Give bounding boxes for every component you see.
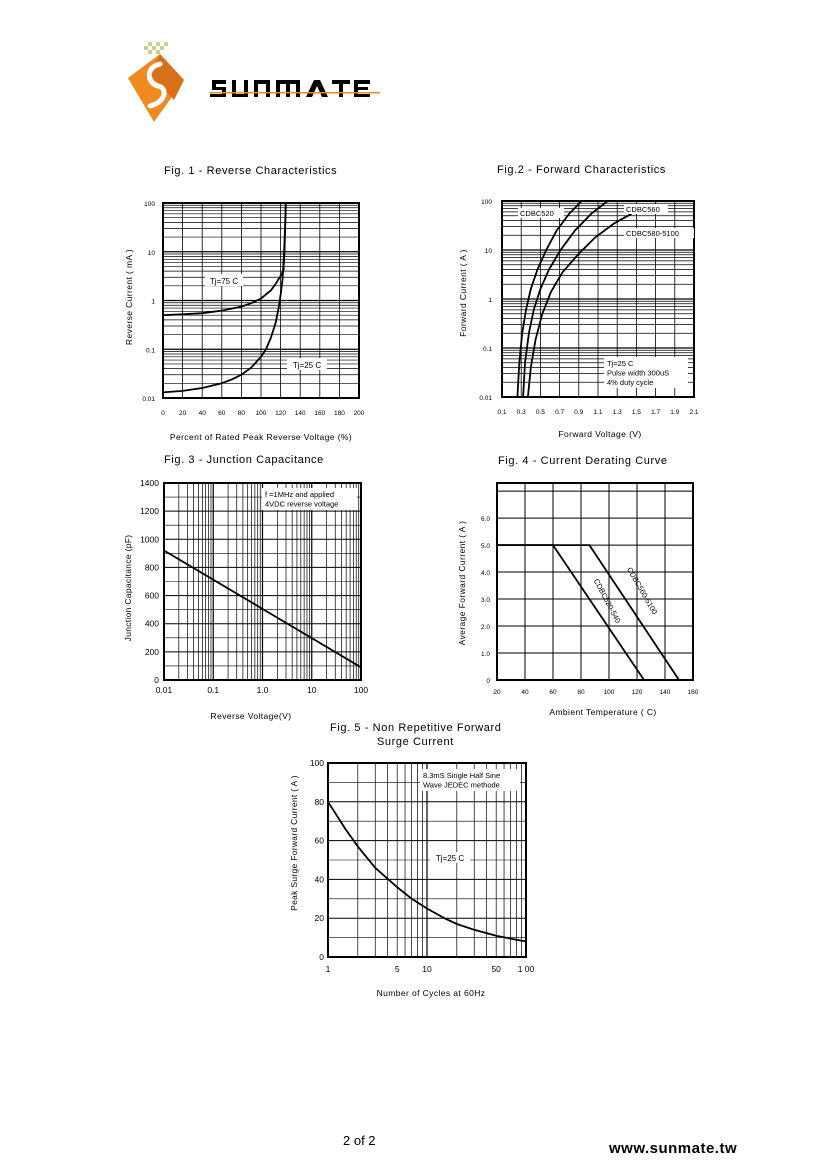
fig4-x-tick-label: 100 <box>603 689 615 696</box>
fig4-series-1 <box>497 545 644 680</box>
fig2-title: Fig.2 - Forward Characteristics <box>497 164 666 176</box>
fig5-x-tick-label: 1 00 <box>517 964 535 974</box>
fig4-x-tick-label: 140 <box>659 689 671 696</box>
fig1-x-tick-label: 140 <box>294 410 306 417</box>
fig1-series-label-1: Tj=75 C <box>209 277 239 286</box>
fig4-y-tick-label: 4.0 <box>480 570 490 578</box>
fig5-y-tick-label: 60 <box>314 835 324 846</box>
fig2-y-tick-label: 100 <box>481 199 492 206</box>
fig4-y-tick-label: 0 <box>486 678 490 685</box>
fig5-y-axis-label: Peak Surge Forward Current ( A ) <box>289 775 299 911</box>
fig4-y-tick-label: 3.0 <box>480 597 490 605</box>
fig1-x-tick-label: 0 <box>161 410 165 417</box>
fig4-y-tick-label: 1.0 <box>480 651 490 659</box>
fig4-series-label-1: CDBC520-540 <box>591 577 623 625</box>
fig2-x-tick-label: 1.9 <box>670 409 680 416</box>
fig2-x-tick-label: 0.9 <box>574 409 584 416</box>
fig4-title: Fig. 4 - Current Derating Curve <box>498 455 668 467</box>
fig4-series-label-2: CDBC560-5100 <box>625 565 660 616</box>
fig5-y-tick-label: 80 <box>314 796 324 807</box>
fig4-x-tick-label: 80 <box>577 689 585 696</box>
fig5-x-tick-label: 10 <box>422 964 432 974</box>
fig5-y-tick-label: 0 <box>319 952 324 962</box>
fig3-y-tick-label: 600 <box>144 590 159 601</box>
fig2-x-axis-label: Forward Voltage (V) <box>558 429 642 439</box>
fig2-series-label-3: CDBC580-5100 <box>626 229 679 238</box>
fig5-annotation-line: 8.3mS Single Half Sine <box>423 771 501 780</box>
fig2-annotation-line: 4% duty cycle <box>607 378 654 387</box>
fig5-title: Fig. 5 - Non Repetitive Forward <box>330 722 502 734</box>
fig3-x-tick-label: 100 <box>353 685 369 695</box>
page-number: 2 of 2 <box>343 1133 376 1148</box>
fig2-x-tick-label: 0.5 <box>535 409 545 416</box>
fig2-series-label-1: CDBC520 <box>520 209 554 218</box>
fig4-x-tick-label: 60 <box>549 689 557 696</box>
fig1-x-tick-label: 160 <box>314 410 326 417</box>
fig5-x-tick-label: 50 <box>491 964 501 974</box>
fig5-annotation-line: Wave JEDEC methode <box>423 780 500 790</box>
fig3-y-axis-label: Junction Capacitance (pF) <box>123 534 133 642</box>
fig4-y-tick-label: 6.0 <box>480 516 490 524</box>
fig3-y-tick-label: 1200 <box>140 506 159 517</box>
fig4-x-tick-label: 160 <box>687 689 699 696</box>
fig3-y-tick-label: 1400 <box>140 478 159 488</box>
fig1-x-tick-label: 200 <box>353 410 365 417</box>
fig3-title: Fig. 3 - Junction Capacitance <box>164 454 324 466</box>
fig5-x-axis-label: Number of Cycles at 60Hz <box>376 988 486 998</box>
fig2-y-tick-label: 10 <box>484 248 492 255</box>
fig3-annotation-line: f =1MHz and applied <box>265 490 335 499</box>
fig3-x-tick-label: 10 <box>307 685 317 695</box>
fig5-title-line2: Surge Current <box>377 736 454 748</box>
fig1-title: Fig. 1 - Reverse Characteristics <box>164 165 338 177</box>
fig5-y-tick-label: 100 <box>309 758 324 768</box>
fig5-annotation-tj: Tj=25 C <box>435 854 465 863</box>
fig1-y-tick-label: 1 <box>151 298 155 306</box>
fig3-y-tick-label: 0 <box>154 675 159 685</box>
fig2-series-label-2: CDBC560 <box>626 205 660 214</box>
fig3-x-tick-label: 0.01 <box>155 685 173 695</box>
fig3-y-tick-label: 800 <box>144 562 159 573</box>
fig2-y-tick-label: 1 <box>488 297 492 304</box>
fig1-series-label-2: Tj=25 C <box>292 361 322 370</box>
fig2-x-tick-label: 2.1 <box>689 409 699 416</box>
fig1-y-tick-label: 0.1 <box>145 347 155 355</box>
fig1-x-tick-label: 100 <box>255 410 267 417</box>
fig1-y-tick-label: 10 <box>147 249 155 257</box>
fig2-y-tick-label: 0.1 <box>482 346 492 353</box>
fig2-x-tick-label: 1.5 <box>631 409 641 416</box>
fig1-x-tick-label: 40 <box>198 410 206 417</box>
fig2-x-tick-label: 1.7 <box>651 409 661 416</box>
website-link[interactable]: www.sunmate.tw <box>609 1140 738 1157</box>
fig1-y-axis-label: Reverse Current ( mA ) <box>124 248 134 346</box>
fig5-y-tick-label: 40 <box>314 874 324 885</box>
fig2-annotation-line: Tj=25 C <box>607 359 634 368</box>
fig2-y-tick-label: 0.01 <box>479 395 492 402</box>
fig1-y-tick-label: 0.01 <box>142 396 155 403</box>
fig3-x-tick-label: 1.0 <box>256 685 269 695</box>
fig5-y-tick-label: 20 <box>314 913 324 924</box>
fig4-x-tick-label: 40 <box>521 689 529 696</box>
fig3-x-axis-label: Reverse Voltage(V) <box>210 711 292 721</box>
fig3-annotation-line: 4VDC reverse voltage <box>265 499 339 509</box>
fig1-x-tick-label: 120 <box>275 410 287 417</box>
fig2-x-tick-label: 0.3 <box>516 409 526 416</box>
fig5-x-tick-label: 1 <box>325 964 331 974</box>
fig1-y-tick-label: 100 <box>144 201 155 208</box>
fig2-x-tick-label: 1.3 <box>612 409 622 416</box>
fig3-y-tick-label: 1000 <box>140 534 159 545</box>
fig3-y-tick-label: 400 <box>144 618 159 629</box>
fig3-x-tick-label: 0.1 <box>207 685 220 695</box>
fig5-x-tick-label: 5 <box>394 964 400 974</box>
fig2-x-tick-label: 1.1 <box>593 409 603 416</box>
fig2-annotation-line: Pulse width 300uS <box>607 368 670 378</box>
fig4-y-axis-label: Average Forward Current ( A ) <box>457 520 467 646</box>
fig1-x-tick-label: 180 <box>333 410 345 417</box>
fig4-y-tick-label: 2.0 <box>480 624 490 632</box>
fig4-x-tick-label: 120 <box>631 689 643 696</box>
fig2-x-tick-label: 0.7 <box>555 409 565 416</box>
fig4-x-axis-label: Ambient Temperature ( C) <box>549 707 657 717</box>
fig2-y-axis-label: Forward Current ( A ) <box>458 249 468 337</box>
fig2-x-tick-label: 0.1 <box>497 409 507 416</box>
fig3-y-tick-label: 200 <box>144 646 159 657</box>
fig1-x-tick-label: 60 <box>218 410 226 417</box>
fig1-x-axis-label: Percent of Rated Peak Reverse Voltage (%) <box>169 432 353 442</box>
fig4-x-tick-label: 20 <box>493 689 501 696</box>
fig4-y-tick-label: 5.0 <box>480 543 490 551</box>
fig1-x-tick-label: 80 <box>237 410 246 417</box>
fig1-x-tick-label: 20 <box>178 410 187 417</box>
